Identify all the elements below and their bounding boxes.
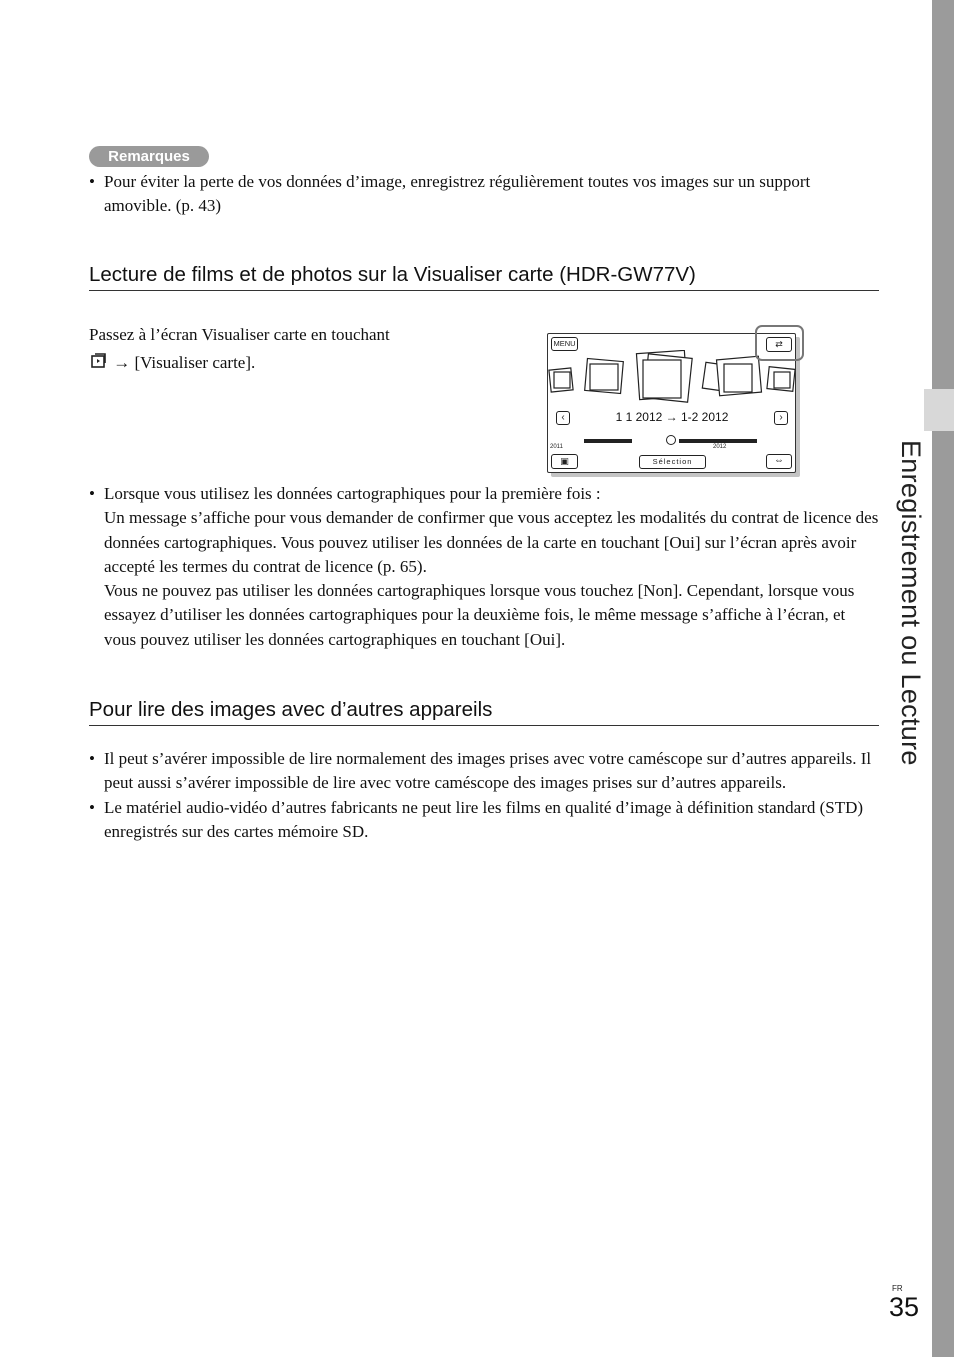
view-toggle-icon xyxy=(89,353,113,372)
sidebar-section-title: Enregistrement ou Lecture xyxy=(896,440,926,766)
year-label-right: 2012 xyxy=(713,444,727,450)
list-item: • Pour éviter la perte de vos données d’image, enregistrez régulièrement toutes vos images sur un support amovible. (p. 43) xyxy=(89,170,879,219)
remarques-list xyxy=(89,170,879,219)
arrow-right-icon: → xyxy=(113,353,131,372)
year-label-left: 2011 xyxy=(550,444,563,450)
timeline-slider-knob[interactable] xyxy=(666,435,676,445)
section-heading-map: Lecture de films et de photos sur la Visualiser carte (HDR-GW77V) xyxy=(89,263,879,291)
footer-language: FR xyxy=(892,1284,903,1293)
sidebar-strip xyxy=(932,0,954,1357)
remarques-badge: Remarques xyxy=(89,146,209,167)
instruction xyxy=(89,321,489,377)
page-number: 35 xyxy=(889,1292,920,1322)
section-heading-other-devices: Pour lire des images avec d’autres appareils xyxy=(89,698,879,726)
map-switch-button[interactable]: ⇔ xyxy=(766,454,792,469)
sidebar-tab-marker xyxy=(924,389,954,431)
prev-button[interactable]: ‹ xyxy=(556,411,570,425)
note-para-2: Vous ne pouvez pas utiliser les données cartographiques lorsque vous touchez [Non]. Cependant, lorsque vous essayez d’utiliser les données cartographiques pour la deuxième fois, le même message s’affiche à l’écran, et vous pouvez utiliser les données cartographiques en touchant [Oui]. xyxy=(104,581,855,649)
view-toggle-button[interactable]: ⇄ xyxy=(766,337,792,352)
menu-button[interactable]: MENU xyxy=(551,337,578,351)
list-item: • Le matériel audio-vidéo d’autres fabricants ne peut lire les films en qualité d’image à définition standard (STD) enregistrés sur des cartes mémoire SD. xyxy=(89,796,879,845)
list-item xyxy=(89,482,881,652)
highlight-ring xyxy=(755,325,804,361)
note-para-1: Un message s’affiche pour vous demander de confirmer que vous acceptez les modalités du contrat de licence des données cartographiques. Vous pouvez utiliser les données de la carte en touchant [Oui] sur l’écran après avoir accepté les termes du contrat de licence (p. 65). xyxy=(104,508,879,576)
date-range-label: 1 1 2012 → 1-2 2012 xyxy=(615,410,729,424)
note-lead: • Lorsque vous utilisez les données cartographiques pour la première fois : xyxy=(104,484,601,503)
map-notes-list xyxy=(89,482,881,652)
index-view-button[interactable]: ▣ xyxy=(551,454,578,469)
instruction-tail: [Visualiser carte]. xyxy=(134,353,256,372)
other-devices-list xyxy=(89,747,879,844)
next-button[interactable]: › xyxy=(774,411,788,425)
list-item: • Il peut s’avérer impossible de lire normalement des images prises avec votre caméscope sur d’autres appareils. Il peut aussi s’avérer impossible de lire avec votre caméscope des images prises sur d’autres appareils. xyxy=(89,747,879,796)
instruction-text: Passez à l’écran Visualiser carte en touchant xyxy=(89,325,390,344)
selection-button[interactable]: Sélection xyxy=(639,455,706,469)
